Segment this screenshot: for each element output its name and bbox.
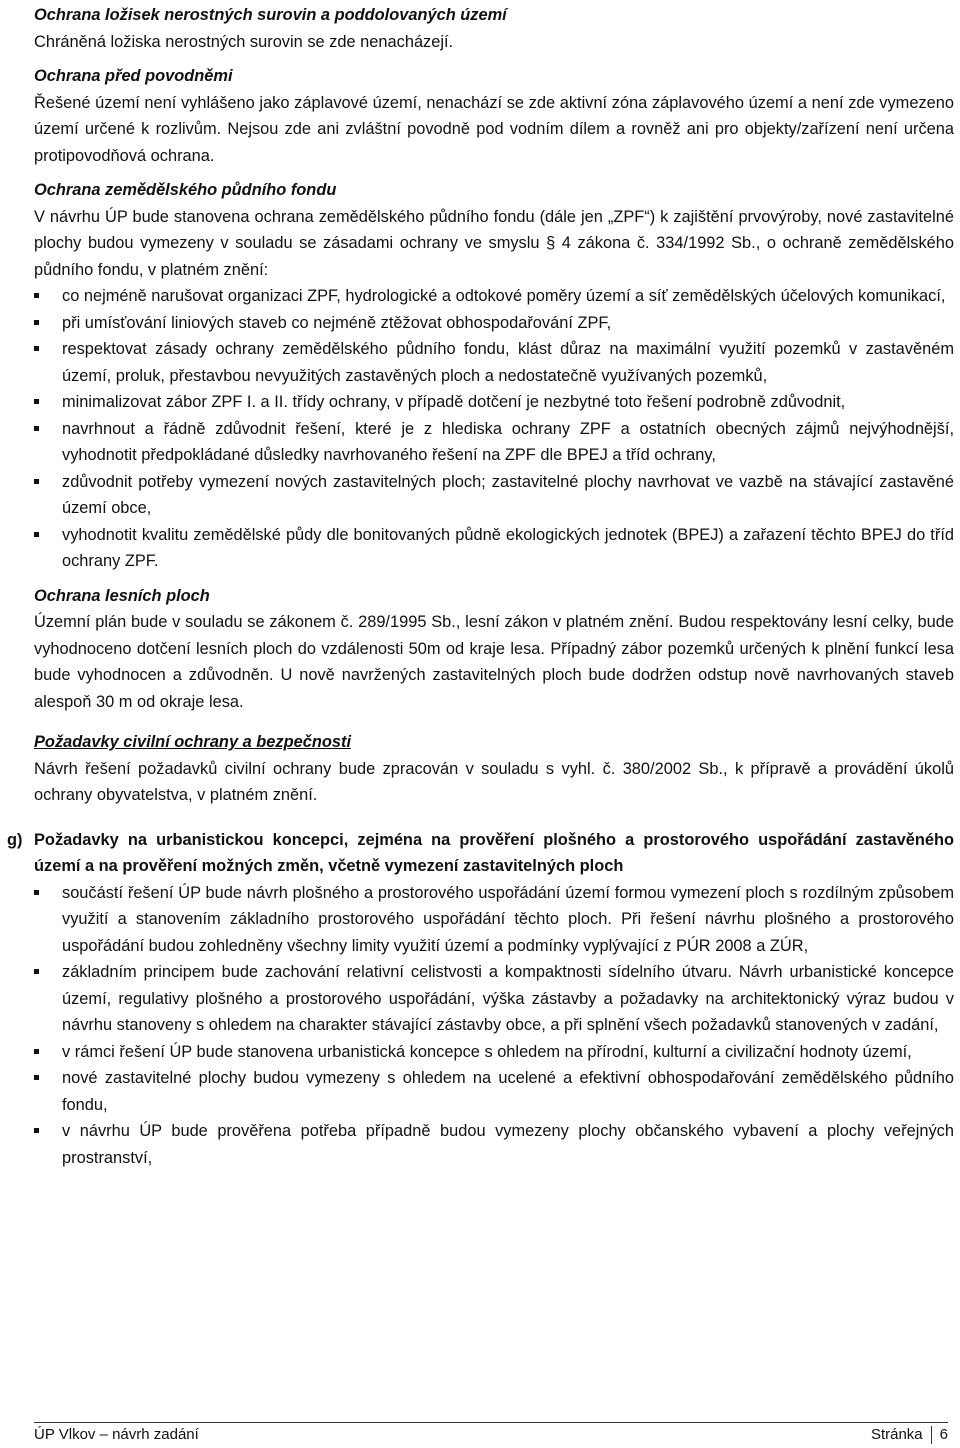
paragraph-civilni: Návrh řešení požadavků civilní ochrany bude zpracován v souladu s vyhl. č. 380/2002 Sb., k přípravě a provádění úkolů ochrany obyvatelstva, v platném znění. [34,759,954,804]
list-item: co nejméně narušovat organizaci ZPF, hydrologické a odtokové poměry území a síť zemědělských účelových komunikací, [34,283,954,310]
footer-document-title: ÚP Vlkov – návrh zadání [34,1426,199,1443]
footer-page-number: 6 [939,1426,948,1443]
section-title-lozisek: Ochrana ložisek nerostných surovin a poddolovaných území [34,6,507,24]
document-page [7,0,954,1171]
list-item: nové zastavitelné plochy budou vymezeny s ohledem na ucelené a efektivní obhospodařování zemědělského půdního fondu, [34,1065,954,1118]
section-povodne [34,63,954,169]
list-item: součástí řešení ÚP bude návrh plošného a prostorového uspořádání území formou vymezení ploch s rozdílným způsobem využití a stanovením základního prostorového uspořádání těchto ploch. Při řešení návrhu plošného a prostorového uspořádání budou zohledněny všechny limity využití území a podmínky vyplývající z PÚR 2008 a ZÚR, [34,880,954,960]
page-footer [34,1422,948,1445]
section-lesy [34,583,954,716]
section-title-povodne: Ochrana před povodněmi [34,67,233,85]
section-lozisek [34,2,954,55]
section-civilni [34,729,954,809]
footer-page-label: Stránka [870,1426,923,1443]
list-item: minimalizovat zábor ZPF I. a II. třídy ochrany, v případě dotčení je nezbytné toto řešení podrobně zdůvodnit, [34,389,954,416]
footer-separator [931,1426,932,1444]
paragraph-zpf-intro: V návrhu ÚP bude stanovena ochrana zemědělského půdního fondu (dále jen „ZPF“) k zajištění prvovýroby, nové zastavitelné plochy budou vymezeny v souladu se zásadami ochrany ve smyslu § 4 zákona č. 334/1992 Sb., o ochraně zemědělského půdního fondu, v platném znění: [34,207,954,279]
list-item: základním principem bude zachování relativní celistvosti a kompaktnosti sídelního útvaru. Návrh urbanistické koncepce území, regulativy plošného a prostorového uspořádání, výška zástavby a požadavky na architektonický výraz budou v návrhu stanoveny s ohledem na charakter stávající zástavby obce, a při splnění všech požadavků stanovených v zadání, [34,959,954,1039]
section-title-lesy: Ochrana lesních ploch [34,586,210,605]
list-item: zdůvodnit potřeby vymezení nových zastavitelných ploch; zastavitelné plochy navrhovat ve vazbě na stávající zastavěné území obce, [34,469,954,522]
list-item: respektovat zásady ochrany zemědělského půdního fondu, klást důraz na maximální využití pozemků v zastavěném území, proluk, přestavbou nevyužitých zastavěných ploch a nedostatečně využívaných pozemků, [34,336,954,389]
section-g-heading: Požadavky na urbanistickou koncepci, zejména na prověření plošného a prostorového uspořádání zastavěného území a na prověření možných změn, včetně vymezení zastavitelných ploch [34,830,954,875]
section-zpf [34,177,954,575]
list-item: navrhnout a řádně zdůvodnit řešení, které je z hlediska ochrany ZPF a ostatních obecných zájmů nejvýhodnější, vyhodnotit předpokládané důsledky navrhovaného řešení na ZPF dle BPEJ a tříd ochrany, [34,416,954,469]
section-letter: g) [7,830,23,849]
section-g-heading-wrap [7,827,954,880]
section-title-zpf: Ochrana zemědělského půdního fondu [34,181,337,199]
zpf-list [34,283,954,575]
paragraph-povodne: Řešené území není vyhlášeno jako záplavové území, nenachází se zde aktivní zóna záplavového území a není zde vymezeno území určené k rozlivům. Nejsou zde ani zvláštní povodně pod vodním dílem a rovněž ani pro objekty/zařízení není určena protipovodňová ochrana. [34,93,954,165]
paragraph-lesy: Územní plán bude v souladu se zákonem č. 289/1995 Sb., lesní zákon v platném znění. Budou respektovány lesní celky, bude vyhodnoceno dotčení lesních ploch do vzdálenosti 50m od kraje lesa. Případný zábor pozemků určených k plnění funkcí lesa bude vyhodnocen a zdůvodněn. U nově navržených zastavitelných ploch bude dodržen odstup nově navrhovaných staveb alespoň 30 m od okraje lesa. [34,613,954,711]
section-g [7,827,954,1172]
paragraph-lozisek: Chráněná ložiska nerostných surovin se zde nenacházejí. [34,32,454,51]
footer-page-info [871,1425,948,1445]
list-item: v návrhu ÚP bude prověřena potřeba případně budou vymezeny plochy občanského vybavení a plochy veřejných prostranství, [34,1118,954,1171]
list-item: při umísťování liniových staveb co nejméně ztěžovat obhospodařování ZPF, [34,310,954,337]
g-list [34,880,954,1172]
list-item: v rámci řešení ÚP bude stanovena urbanistická koncepce s ohledem na přírodní, kulturní a civilizační hodnoty území, [34,1039,954,1066]
section-title-civilni: Požadavky civilní ochrany a bezpečnosti [34,733,352,751]
list-item: vyhodnotit kvalitu zemědělské půdy dle bonitovaných půdně ekologických jednotek (BPEJ) a zařazení těchto BPEJ do tříd ochrany ZPF. [34,522,954,575]
